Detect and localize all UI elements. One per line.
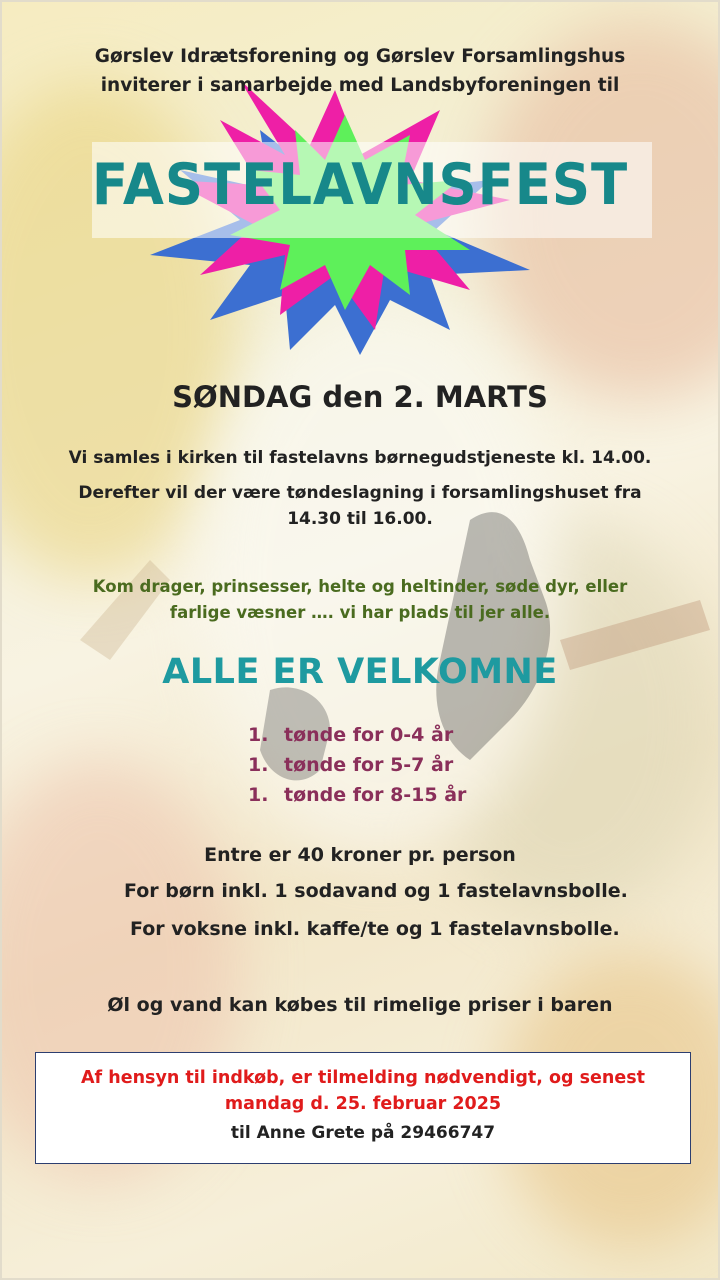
list-item-number: 1. [248,724,269,746]
event-date: SØNDAG den 2. MARTS [172,380,548,414]
costume-invite-text [0,574,720,626]
list-item-label: tønde for 0-4 år [284,724,454,746]
children-price-text: For børn inkl. 1 sodavand og 1 fastelavnsbolle. [124,880,628,902]
costume-invite-line-1: Kom drager, prinsesser, helte og heltinder, søde dyr, eller [92,577,628,596]
registration-contact: til Anne Grete på 29466747 [230,1123,496,1143]
list-item-label: tønde for 8-15 år [284,784,467,806]
registration-deadline [36,1065,690,1117]
list-item [248,720,466,750]
registration-line-1: Af hensyn til indkøb, er tilmelding nødvendigt, og senest [81,1068,645,1088]
organizer-line-2: inviterer i samarbejde med Landsbyforeningen til [100,75,620,96]
barrel-list [248,720,466,810]
barrel-beating-text [0,480,720,532]
organizer-text [0,42,720,100]
list-item-number: 1. [248,754,269,776]
bar-note-text: Øl og vand kan købes til rimelige priser i baren [107,994,613,1016]
adults-price-text: For voksne inkl. kaffe/te og 1 fastelavnsbolle. [130,918,620,940]
list-item [248,750,466,780]
costume-invite-line-2: farlige væsner …. vi har plads til jer alle. [169,603,551,622]
event-title: FASTELAVNSFEST [91,152,629,218]
list-item-label: tønde for 5-7 år [284,754,454,776]
barrel-beating-line-2: 14.30 til 16.00. [287,509,433,529]
organizer-line-1: Gørslev Idrætsforening og Gørslev Forsamlingshus [94,46,626,67]
church-service-text: Vi samles i kirken til fastelavns børnegudstjeneste kl. 14.00. [68,448,652,468]
entry-price-text: Entre er 40 kroner pr. person [204,844,516,866]
welcome-heading: ALLE ER VELKOMNE [162,652,558,692]
barrel-beating-line-1: Derefter vil der være tøndeslagning i forsamlingshuset fra [78,483,642,503]
list-item-number: 1. [248,784,269,806]
registration-box [35,1052,691,1164]
list-item [248,780,466,810]
registration-line-2: mandag d. 25. februar 2025 [224,1094,502,1114]
